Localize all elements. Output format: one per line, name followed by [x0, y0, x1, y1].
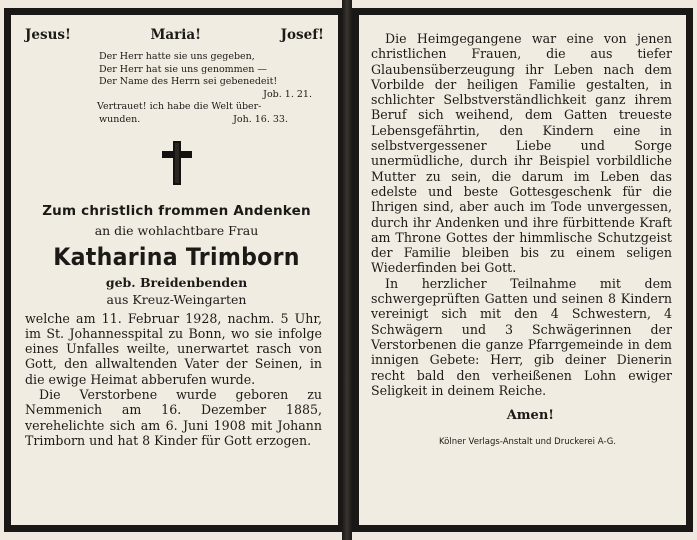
amen: Amen! [506, 408, 554, 424]
header-jesus: Jesus! [25, 27, 71, 43]
prayer-paragraph: In herzlicher Teilnahme mit dem schwergeprüften Gatten und seinen 8 Kindern vereinigt sich mit den 4 Schwestern, 4 Schwägern und 3 Schwägerinnen der Verstorbenen die ganze Pfarrgemeinde in dem innigen Gebete: Herr, gib deiner Dienerin recht bald den verheißenen Lohn ewiger Seligkeit in deinem Reiche. [371, 275, 672, 398]
origin: aus Kreuz-Weingarten [106, 291, 247, 307]
printer-imprint: Kölner Verlags-Anstalt und Druckerei A-G. [439, 437, 616, 448]
verse1-line: Der Herr hat sie uns genommen — [99, 63, 267, 75]
verse2-reference: Joh. 16. 33. [233, 113, 288, 125]
verse1-reference: Job. 1. 21. [263, 88, 312, 100]
card-fold [342, 0, 352, 540]
latin-cross-icon [162, 141, 192, 185]
right-panel [352, 8, 693, 532]
eulogy-text [371, 31, 674, 398]
maiden-name: geb. Breidenbenden [105, 274, 248, 290]
verse2-line: Vertrauet! ich habe die Welt über- [97, 101, 262, 113]
biography-paragraph: Die Verstorbene wurde geboren zu Nemmenich am 16. Dezember 1885, verehelichte sich am 6. Juni 1908 mit Johann Trimborn und hat 8 Kinder für Gott erzogen. [25, 387, 322, 448]
deceased-name: Katharina Trimborn [53, 242, 300, 271]
scripture-verses [25, 51, 328, 127]
holy-family-header [25, 27, 328, 43]
verse1-line: Der Herr hatte sie uns gegeben, [99, 51, 255, 62]
memorial-title: Zum christlich frommen Andenken [42, 202, 311, 219]
header-maria: Maria! [150, 27, 202, 43]
verse2-line: wunden. [99, 113, 141, 125]
left-panel [4, 8, 345, 532]
death-paragraph: welche am 11. Februar 1928, nachm. 5 Uhr, im St. Johannesspital zu Bonn, wo sie infolge eines Unfalles weilte, unerwartet rasch von Gott, den allwaltenden Vater der Seinen, in die ewige Heimat abberufen wurde. [25, 310, 322, 387]
obituary-text [25, 311, 328, 449]
eulogy-paragraph: Die Heimgegangene war eine von jenen christlichen Frauen, die aus tiefer Glaubensüberzeugung ihr Leben nach dem Vorbilde der heiligen Familie gestalten, in schlichter Selbstverständlichkeit ganz ihrem Beruf sich weihend, dem Gatten treueste Lebensgefährtin, den Kindern eine in selbstvergessener Liebe und Sorge unermüdliche, durch ihr Beispiel vorbildliche Mutter zu sein, die darum im Leben das edelste und beste Gottesgeschenk für die Ihrigen sind, aber auch im Tode unvergessen, durch ihr Andenken und ihre fürbittende Kraft am Throne Gottes der himmlische Schutzgeist der Familie bleiben bis zu einem seligen Wiederfinden bei Gott. [371, 31, 672, 276]
verse1-line: Der Name des Herrn sei gebenedeit! [99, 76, 278, 88]
dedication: an die wohlachtbare Frau [94, 222, 259, 238]
header-josef: Josef! [280, 27, 324, 43]
